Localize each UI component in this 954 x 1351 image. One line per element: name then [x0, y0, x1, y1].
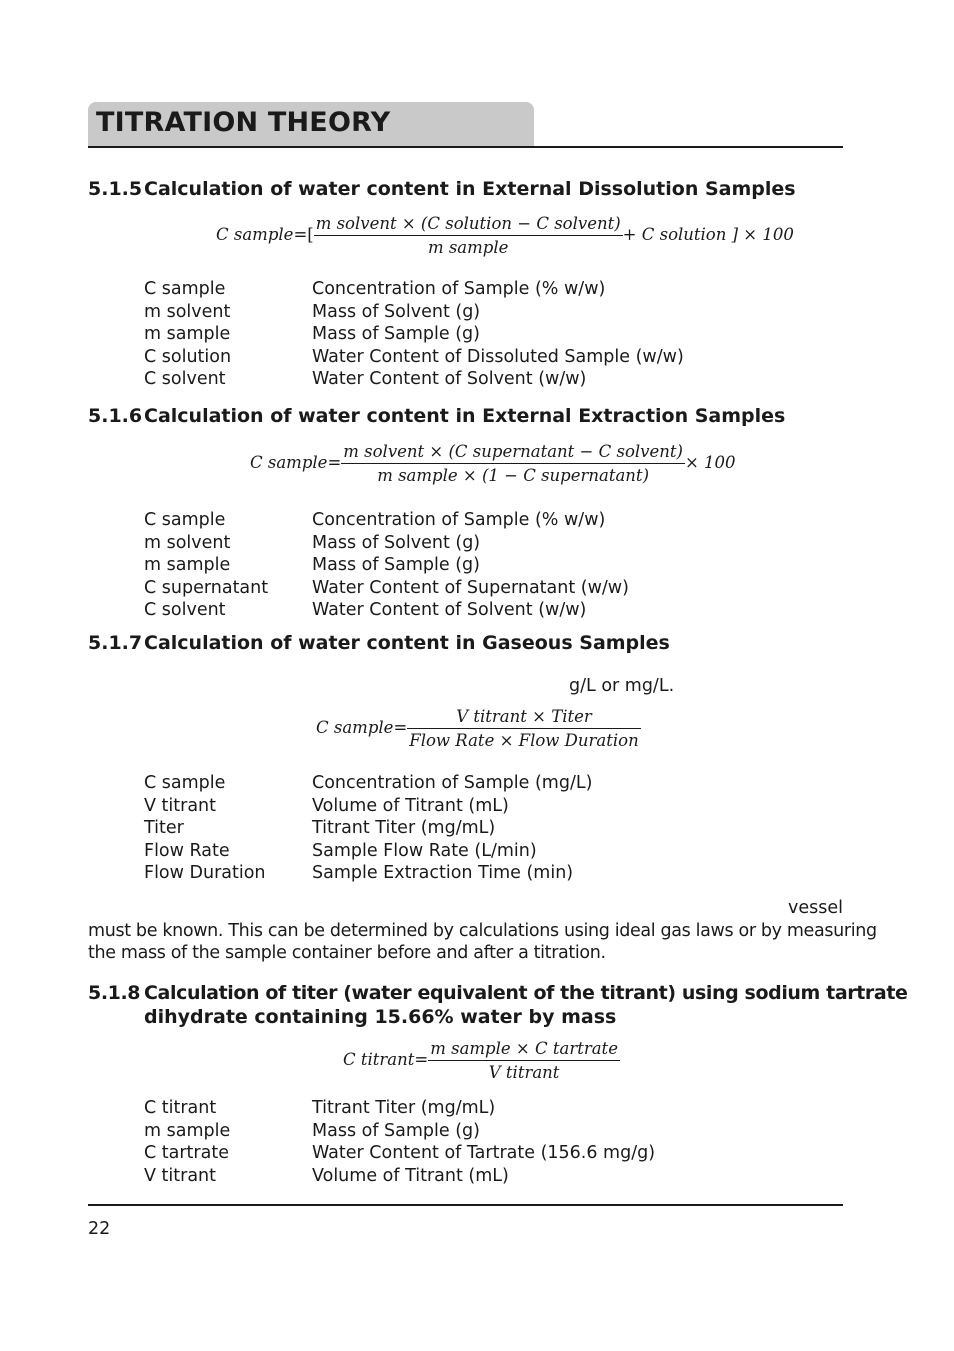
- definition-row: [144, 532, 629, 555]
- formula-numerator: m solvent × (C solution − C solvent): [314, 214, 623, 236]
- formula-denominator: V titrant: [488, 1063, 560, 1082]
- formula-eq: =: [414, 1050, 429, 1069]
- definition-row: [144, 817, 592, 840]
- definition-text: Mass of Sample (g): [312, 324, 480, 345]
- definition-text: Mass of Sample (g): [312, 1120, 480, 1141]
- formula-fraction: [407, 707, 640, 750]
- definition-text: Mass of Sample (g): [312, 555, 480, 576]
- formula-numerator: m solvent × (C supernatant − C solvent): [341, 442, 685, 464]
- formula-fraction: [341, 442, 685, 485]
- definition-symbol: m sample: [144, 324, 231, 345]
- definition-row: [144, 1165, 655, 1188]
- formula-5-1-8: [343, 1039, 620, 1082]
- definition-symbol: m solvent: [144, 532, 231, 553]
- definition-symbol: Titer: [144, 818, 184, 839]
- formula-5-1-7: [316, 707, 641, 750]
- definition-symbol: Flow Rate: [144, 840, 230, 861]
- definition-text: Volume of Titrant (mL): [312, 795, 509, 816]
- definition-row: [144, 795, 592, 818]
- formula-eq: =: [393, 718, 408, 737]
- definition-row: [144, 772, 592, 795]
- definition-symbol: C solvent: [144, 600, 226, 621]
- page-title: TITRATION THEORY: [96, 107, 391, 138]
- definitions-5-1-8: [144, 1097, 655, 1187]
- definition-row: [144, 1142, 655, 1165]
- definition-text: Concentration of Sample (% w/w): [312, 279, 606, 299]
- formula-denominator: Flow Rate × Flow Duration: [409, 731, 639, 750]
- definition-text: Water Content of Solvent (w/w): [312, 600, 587, 621]
- section-title: Calculation of water content in Gaseous Samples: [144, 632, 670, 654]
- section-number: 5.1.5: [88, 178, 143, 200]
- definition-symbol: V titrant: [144, 795, 216, 816]
- note-line: the mass of the sample container before and after a titration.: [88, 943, 606, 963]
- section-heading-5-1-6: [88, 405, 785, 427]
- formula-eq: =[: [293, 225, 314, 244]
- definition-symbol: m sample: [144, 1120, 231, 1141]
- definition-symbol: C titrant: [144, 1098, 217, 1118]
- section-title: Calculation of titer (water equivalent of the titrant) using sodium tartrate: [144, 982, 908, 1004]
- formula-lhs: C sample: [250, 453, 328, 472]
- formula-rhs: × 100: [684, 453, 736, 472]
- definition-row: [144, 346, 684, 369]
- formula-denominator: m sample: [427, 238, 509, 257]
- page-number: 22: [88, 1219, 111, 1239]
- definition-row: [144, 1120, 655, 1143]
- definition-symbol: m solvent: [144, 301, 231, 322]
- formula-lhs: C titrant: [343, 1050, 415, 1069]
- definition-text: Mass of Solvent (g): [312, 301, 481, 322]
- section-heading-5-1-7: [88, 632, 670, 654]
- section-title: Calculation of water content in External Extraction Samples: [144, 405, 786, 427]
- definition-text: Titrant Titer (mg/mL): [312, 1098, 496, 1118]
- formula-5-1-6: [250, 442, 736, 485]
- definition-symbol: Flow Duration: [144, 863, 266, 884]
- section-number: 5.1.7: [88, 632, 143, 654]
- formula-5-1-5: [216, 214, 794, 257]
- definition-row: [144, 368, 684, 391]
- definition-text: Water Content of Tartrate (156.6 mg/g): [312, 1143, 656, 1164]
- definition-symbol: m sample: [144, 555, 231, 576]
- definition-text: Sample Flow Rate (L/min): [312, 840, 537, 861]
- section-title: Calculation of water content in External Dissolution Samples: [144, 178, 796, 200]
- definition-row: [144, 554, 629, 577]
- definition-text: Titrant Titer (mg/mL): [312, 818, 496, 839]
- definition-text: Sample Extraction Time (min): [312, 863, 574, 884]
- definition-row: [144, 840, 592, 863]
- definition-symbol: C sample: [144, 279, 226, 299]
- definition-symbol: C supernatant: [144, 577, 269, 598]
- definition-text: Mass of Solvent (g): [312, 532, 481, 553]
- definition-row: [144, 301, 684, 324]
- definition-symbol: C sample: [144, 510, 226, 530]
- definition-row: [144, 278, 684, 301]
- section-number: 5.1.8: [88, 982, 141, 1004]
- definition-row: [144, 323, 684, 346]
- definition-symbol: C solution: [144, 346, 232, 367]
- note-line: must be known. This can be determined by calculations using ideal gas laws or by measuring: [88, 921, 877, 941]
- definitions-5-1-6: [144, 509, 629, 622]
- unit-note: g/L or mg/L.: [569, 676, 675, 696]
- note-line: vessel: [788, 898, 843, 918]
- formula-denominator: m sample × (1 − C supernatant): [377, 466, 650, 485]
- definition-text: Water Content of Solvent (w/w): [312, 369, 587, 390]
- definition-text: Water Content of Dissoluted Sample (w/w): [312, 346, 684, 367]
- formula-lhs: C sample: [216, 225, 294, 244]
- footer-rule: [88, 1204, 843, 1206]
- definition-symbol: V titrant: [144, 1165, 216, 1186]
- section-number: 5.1.6: [88, 405, 143, 427]
- header-rule: [88, 146, 843, 148]
- definitions-5-1-7: [144, 772, 592, 885]
- definition-text: Volume of Titrant (mL): [312, 1165, 509, 1186]
- section-heading-5-1-8: [88, 982, 907, 1004]
- definition-symbol: C tartrate: [144, 1143, 229, 1164]
- definition-symbol: C solvent: [144, 369, 226, 390]
- formula-fraction: [428, 1039, 620, 1082]
- formula-rhs: + C solution ] × 100: [622, 225, 794, 244]
- section-heading-5-1-8-line2: dihydrate containing 15.66% water by mass: [144, 1006, 617, 1028]
- definition-text: Concentration of Sample (mg/L): [312, 773, 593, 793]
- definition-text: Concentration of Sample (% w/w): [312, 510, 606, 530]
- definition-row: [144, 509, 629, 532]
- formula-numerator: V titrant × Titer: [407, 707, 640, 729]
- definition-symbol: C sample: [144, 773, 226, 793]
- definitions-5-1-5: [144, 278, 684, 391]
- definition-text: Water Content of Supernatant (w/w): [312, 577, 629, 598]
- formula-eq: =: [327, 453, 342, 472]
- definition-row: [144, 1097, 655, 1120]
- formula-numerator: m sample × C tartrate: [428, 1039, 620, 1061]
- definition-row: [144, 599, 629, 622]
- section-heading-5-1-5: [88, 178, 796, 200]
- definition-row: [144, 577, 629, 600]
- formula-lhs: C sample: [316, 718, 394, 737]
- definition-row: [144, 862, 592, 885]
- formula-fraction: [314, 214, 623, 257]
